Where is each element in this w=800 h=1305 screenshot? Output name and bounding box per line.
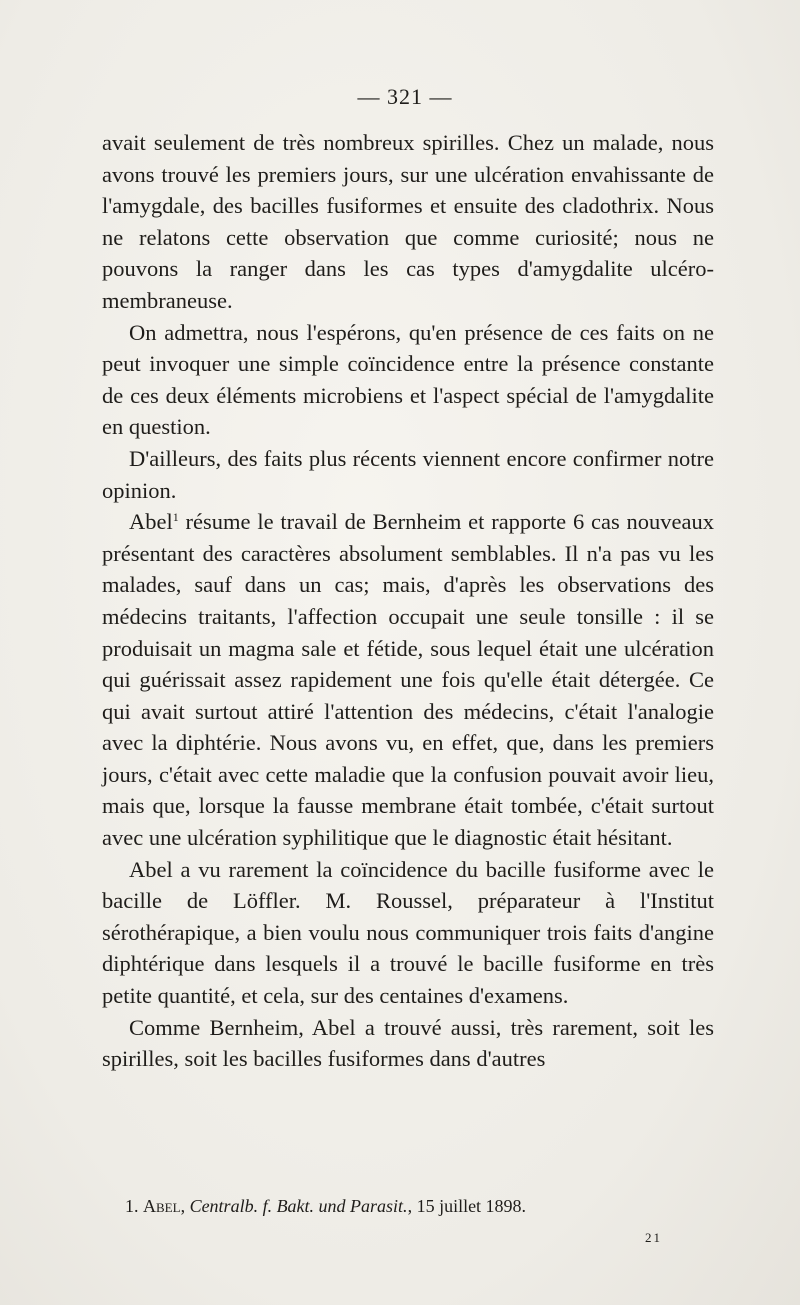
page-number: — 321 — xyxy=(357,84,453,109)
footnote-date: 15 juillet 1898. xyxy=(416,1196,527,1216)
footnote-journal: Centralb. f. Bakt. und Parasit. xyxy=(189,1196,408,1216)
paragraph-lead: Abel xyxy=(129,509,173,535)
paragraph-body: résume le travail de Bernheim et rapporte 6 cas nouveaux présentant des caractères absolument semblables. Il n'a pas vu les malades, sauf dans un cas; mais, d'après les observations des médecins traitants, l'affection occupait une seule tonsille : il se produisait un magma sale et fétide, sous lequel était une ulcération qui guérissait assez rapidement une fois qu'elle était détergée. Ce qui avait surtout attiré l'attention des médecins, c'était l'analogie avec la diphtérie. Nous avons vu, en effet, que, dans les premiers jours, c'était avec cette maladie que la confusion pouvait avoir lieu, mais que, lorsque la fausse membrane était tombée, c'était surtout avec une ulcération syphilitique que le diagnostic était hésitant. xyxy=(102,509,714,851)
printer-signature: 21 xyxy=(645,1230,662,1245)
footnote-number: 1. xyxy=(125,1196,139,1216)
paragraph: Abel a vu rarement la coïncidence du bacille fusiforme avec le bacille de Löffler. M. Roussel, préparateur à l'Institut sérothérapique, a bien voulu nous communiquer trois faits d'angine diphtérique dans lesquels il a trouvé le bacille fusiforme en très petite quantité, et cela, sur des centaines d'examens. xyxy=(102,856,714,1009)
paragraph: Comme Bernheim, Abel a trouvé aussi, très rarement, soit les spirilles, soit les bacilles fusiformes dans d'autres xyxy=(102,1014,714,1072)
paragraph: D'ailleurs, des faits plus récents viennent encore confirmer notre opinion. xyxy=(102,445,714,503)
paragraph: avait seulement de très nombreux spirilles. Chez un malade, nous avons trouvé les premiers jours, sur une ulcération envahissante de l'amygdale, des bacilles fusiformes et ensuite des cladothrix. Nous ne relatons cette observation que comme curiosité; nous ne pouvons la ranger dans les cas types d'amygdalite ulcéro-membraneuse. xyxy=(102,130,714,313)
body-text xyxy=(102,127,714,1075)
paragraph: On admettra, nous l'espérons, qu'en présence de ces faits on ne peut invoquer une simple coïncidence entre la présence constante de ces deux éléments microbiens et l'aspect spécial de l'amygdalite en question. xyxy=(102,319,714,440)
footnote-author: Abel xyxy=(143,1196,181,1216)
footnote-reference[interactable]: 1 xyxy=(172,510,179,525)
footnote: 1. Abel, Centralb. f. Bakt. und Parasit., 15 juillet 1898. xyxy=(125,1196,527,1216)
paragraph xyxy=(102,506,714,854)
